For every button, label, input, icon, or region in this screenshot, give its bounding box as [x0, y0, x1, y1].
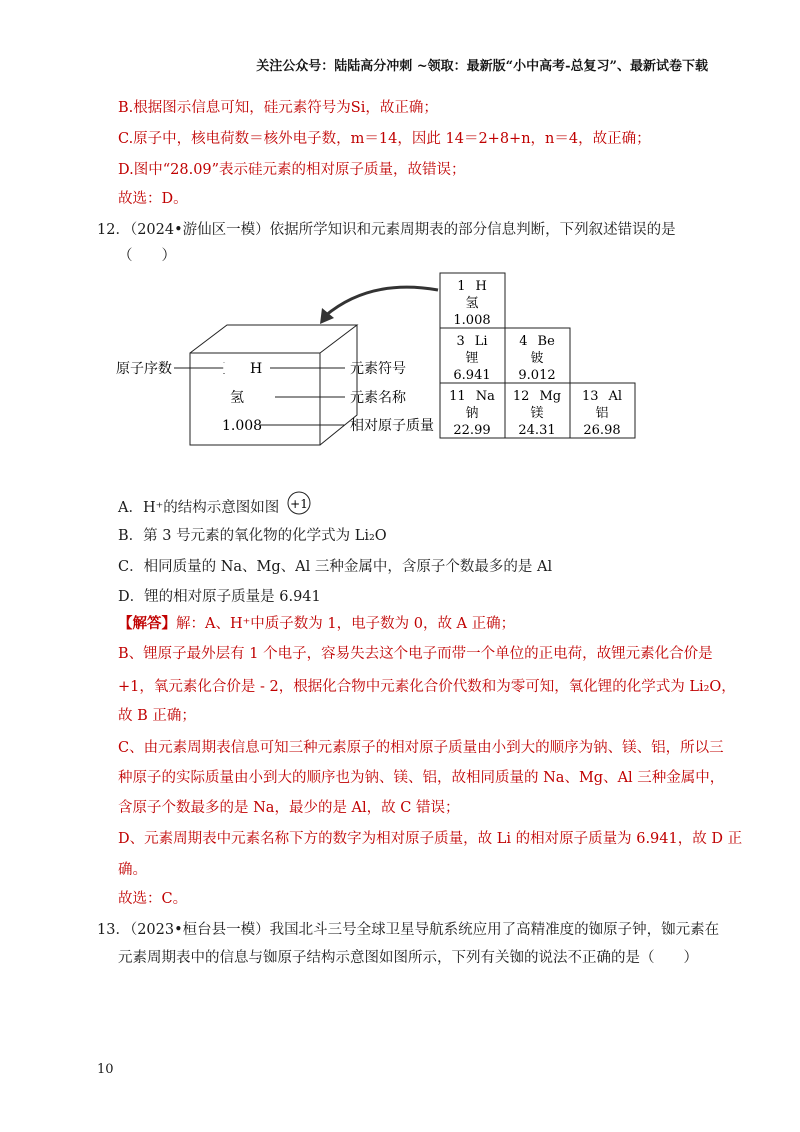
cell-na-number-symbol: 11 Na — [449, 389, 495, 404]
cell-na-name: 钠 — [465, 406, 479, 421]
q12-stem-line — [97, 218, 676, 239]
cell-be-name: 铍 — [530, 351, 544, 366]
q13-stem-line1 — [97, 918, 719, 939]
q12-option-b: B．第 3 号元素的氧化物的化学式为 Li₂O — [118, 528, 387, 544]
q12-figure — [100, 268, 640, 468]
q12-blank: （ ） — [118, 248, 176, 264]
cube-sample-name: 氢 — [230, 390, 244, 406]
cell-be-number-symbol: 4 Be — [519, 334, 555, 349]
label-mass: 相对原子质量 — [350, 418, 434, 434]
prev-answer-b: B.根据图示信息可知，硅元素符号为Si，故正确； — [118, 100, 438, 116]
cube-diagram — [190, 325, 357, 445]
cell-be-mass: 9.012 — [518, 368, 556, 383]
cell-li-mass: 6.941 — [453, 368, 491, 383]
q12-solution-intro-row — [118, 614, 515, 634]
solution-tag: 【解答】 — [118, 615, 176, 632]
h-ion-label: +1 — [290, 497, 308, 511]
solution-c3: 含原子个数最多的是 Na，最少的是 Al，故 C 错误； — [118, 800, 460, 816]
solution-d2: 确。 — [118, 862, 147, 878]
prev-answer-d: D.图中“28.09”表示硅元素的相对原子质量，故错误； — [118, 162, 466, 178]
cell-h-name: 氢 — [465, 296, 479, 311]
q12-option-c: C．相同质量的 Na、Mg、Al 三种金属中，含原子个数最多的是 Al — [118, 559, 553, 575]
prev-answer-c: C.原子中，核电荷数＝核外电子数，m＝14，因此 14＝2+8+n，n＝4，故正确； — [118, 131, 651, 147]
q13-stem1: （2023•桓台县一模）我国北斗三号全球卫星导航系统应用了高精准度的铷原子钟，铷元素在 — [129, 922, 720, 938]
page-number: 10 — [97, 1062, 114, 1077]
page-header: 关注公众号：陆陆高分冲刺 ~领取：最新版“小中高考-总复习”、最新试卷下载 — [256, 59, 708, 74]
q12-option-a-row — [118, 490, 312, 517]
cell-li-name: 锂 — [465, 351, 479, 366]
cell-h-mass: 1.008 — [453, 313, 491, 328]
cell-na-mass: 22.99 — [453, 423, 491, 438]
solution-b1: B、锂原子最外层有 1 个电子，容易失去这个电子而带一个单位的正电荷，故锂元素化合价是 — [118, 646, 713, 662]
cube-sample-mass: 1.008 — [222, 418, 263, 434]
prev-answer-choice: 故选：D。 — [118, 191, 188, 207]
solution-b2: +1，氧元素化合价是 - 2，根据化合物中元素化合价代数和为零可知，氧化锂的化学式为 Li₂O， — [118, 679, 736, 695]
q13-number: 13． — [97, 922, 130, 938]
curved-arrow-icon — [325, 287, 438, 316]
h-ion-diagram-icon — [286, 490, 312, 516]
solution-c1: C、由元素周期表信息可知三种元素原子的相对原子质量由小到大的顺序为钠、镁、铝，所以三 — [118, 740, 724, 756]
cell-mg-number-symbol: 12 Mg — [512, 389, 562, 404]
cell-mg-mass: 24.31 — [518, 423, 556, 438]
cell-al-number-symbol: 13 Al — [581, 389, 623, 404]
cell-mg-name: 镁 — [530, 406, 544, 421]
cell-h-number-symbol: 1 H — [457, 279, 487, 294]
cell-li-number-symbol: 3 Li — [456, 334, 488, 349]
cell-al-name: 铝 — [595, 406, 609, 421]
solution-choice: 故选：C。 — [118, 891, 188, 907]
label-symbol: 元素符号 — [350, 361, 406, 377]
cell-al-mass: 26.98 — [583, 423, 621, 438]
solution-intro: 解：A、H⁺中质子数为 1，电子数为 0，故 A 正确； — [176, 616, 516, 632]
q12-option-d: D．锂的相对原子质量是 6.941 — [118, 589, 321, 605]
label-atomic-number: 原子序数 — [116, 361, 172, 377]
solution-d1: D、元素周期表中元素名称下方的数字为相对原子质量，故 Li 的相对原子质量为 6.941，故 D 正 — [118, 831, 743, 847]
cube-sample-number: 1 — [219, 361, 229, 377]
q12-stem: （2024•游仙区一模）依据所学知识和元素周期表的部分信息判断，下列叙述错误的是 — [129, 222, 676, 238]
label-name: 元素名称 — [350, 390, 406, 406]
q13-stem2: 元素周期表中的信息与铷原子结构示意图如图所示，下列有关铷的说法不正确的是（ ） — [118, 950, 698, 966]
cube-sample-symbol: H — [250, 361, 263, 377]
q12-number: 12． — [97, 222, 130, 238]
q12-option-a: A．H⁺的结构示意图如图 — [118, 500, 280, 516]
solution-c2: 种原子的实际质量由小到大的顺序也为钠、镁、铝，故相同质量的 Na、Mg、Al 三种金属中， — [118, 770, 725, 786]
solution-b3: 故 B 正确； — [118, 708, 196, 724]
